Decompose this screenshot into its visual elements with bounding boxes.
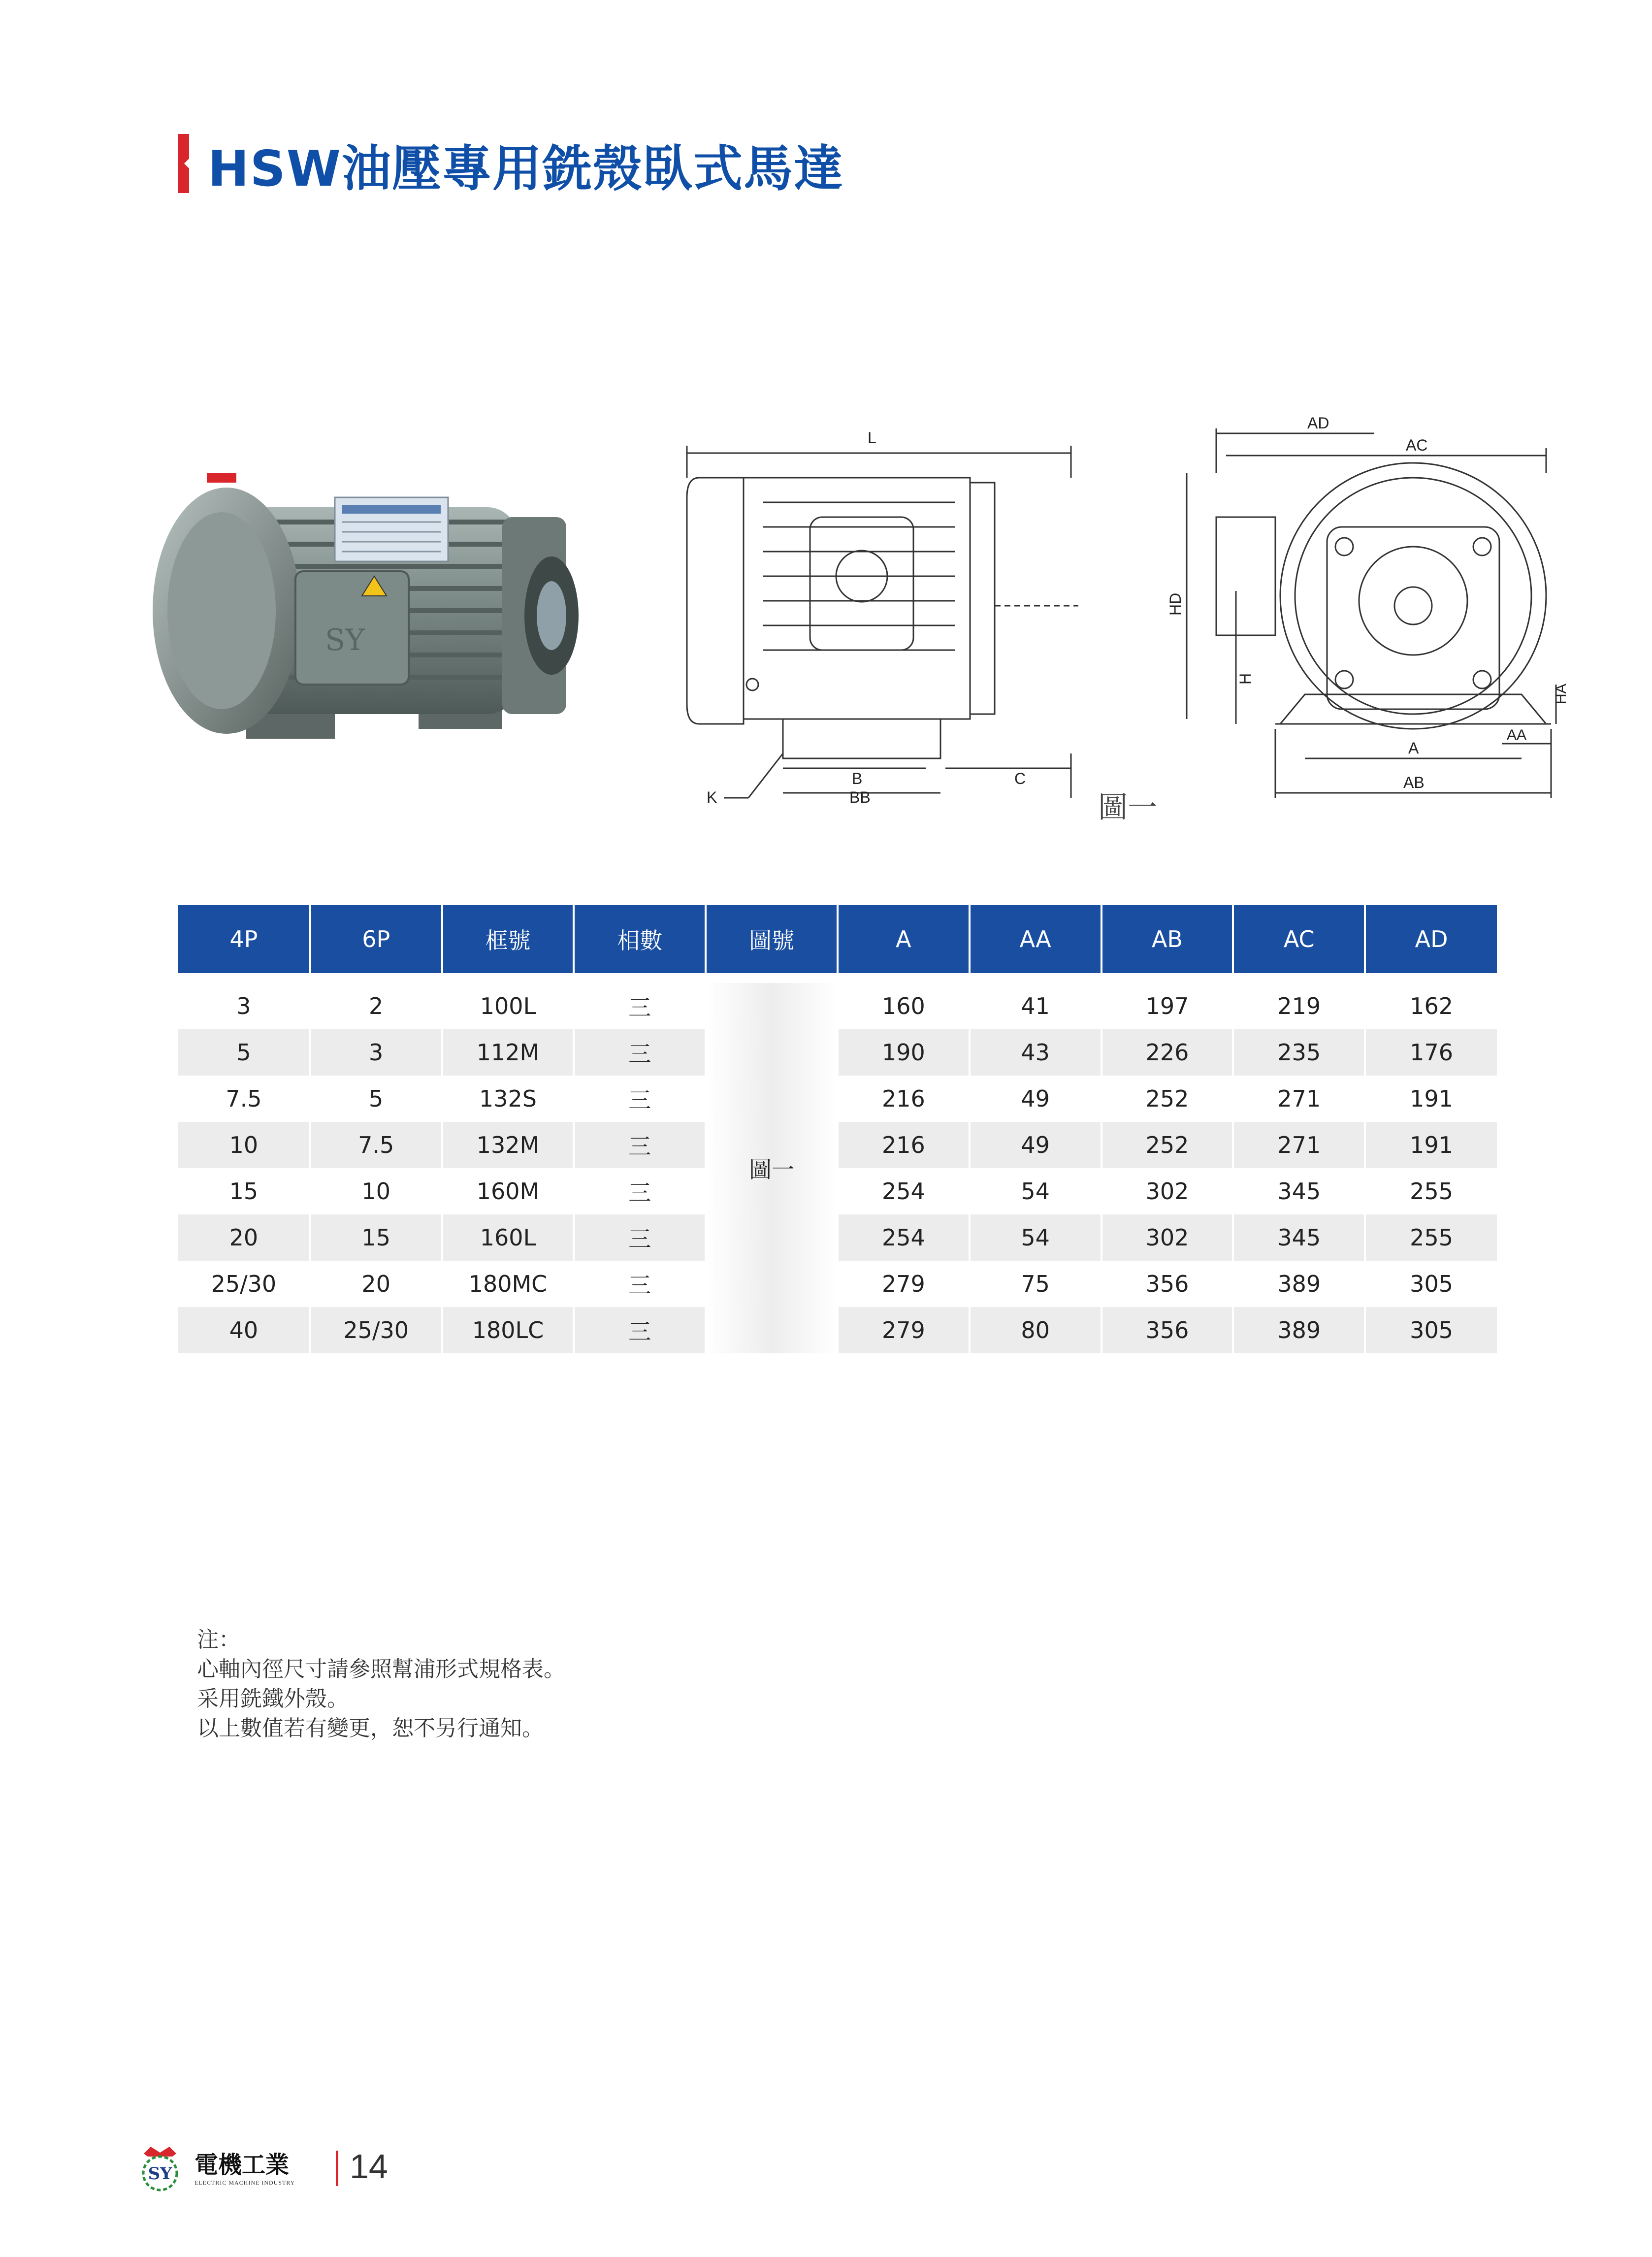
company-logo-icon bbox=[133, 2140, 187, 2194]
cell-phase: 三 bbox=[574, 1076, 706, 1122]
brand-name-en: ELECTRIC MACHINE INDUSTRY bbox=[194, 2179, 295, 2186]
notes bbox=[197, 1625, 565, 1743]
cell-ac: 345 bbox=[1233, 1214, 1365, 1261]
cell-frame: 160L bbox=[442, 1214, 574, 1261]
cell-6p: 15 bbox=[310, 1214, 442, 1261]
cell-a: 279 bbox=[838, 1261, 970, 1307]
cell-4p: 25/30 bbox=[178, 1261, 310, 1307]
page-title: HSW油壓專用銑殼臥式馬達 bbox=[208, 140, 844, 197]
spec-table bbox=[178, 905, 1497, 1353]
cell-a: 254 bbox=[838, 1214, 970, 1261]
cell-ac: 235 bbox=[1233, 1029, 1365, 1076]
label-BB: BB bbox=[849, 788, 871, 806]
label-H: H bbox=[1236, 673, 1254, 685]
cell-a: 216 bbox=[838, 1076, 970, 1122]
header-4p: 4P bbox=[178, 905, 310, 973]
header-ab: AB bbox=[1101, 905, 1233, 973]
label-L: L bbox=[868, 429, 876, 447]
cell-aa: 54 bbox=[970, 1168, 1101, 1214]
cell-frame: 160M bbox=[442, 1168, 574, 1214]
cell-phase: 三 bbox=[574, 1122, 706, 1168]
cell-ab: 302 bbox=[1101, 1214, 1233, 1261]
cell-ac: 389 bbox=[1233, 1261, 1365, 1307]
cell-aa: 80 bbox=[970, 1307, 1101, 1353]
cell-a: 254 bbox=[838, 1168, 970, 1214]
cell-phase: 三 bbox=[574, 1168, 706, 1214]
label-AD: AD bbox=[1307, 414, 1329, 432]
cell-ab: 197 bbox=[1101, 983, 1233, 1029]
cell-4p: 20 bbox=[178, 1214, 310, 1261]
front-view-diagram bbox=[1162, 409, 1569, 803]
cell-ad: 191 bbox=[1365, 1122, 1497, 1168]
cell-ad: 176 bbox=[1365, 1029, 1497, 1076]
cell-6p: 7.5 bbox=[310, 1122, 442, 1168]
logo-text: SY bbox=[148, 2164, 172, 2184]
cell-4p: 10 bbox=[178, 1122, 310, 1168]
cell-frame: 112M bbox=[442, 1029, 574, 1076]
header-aa: AA bbox=[970, 905, 1101, 973]
brand-name: 電機工業 bbox=[194, 2151, 290, 2179]
header-ac: AC bbox=[1233, 905, 1365, 973]
label-HA: HA bbox=[1553, 684, 1569, 704]
table-row bbox=[178, 1307, 1497, 1353]
label-HD: HD bbox=[1166, 592, 1184, 616]
cell-ab: 226 bbox=[1101, 1029, 1233, 1076]
cell-ad: 255 bbox=[1365, 1168, 1497, 1214]
cell-frame: 132S bbox=[442, 1076, 574, 1122]
label-AA: AA bbox=[1507, 727, 1527, 743]
cell-frame: 132M bbox=[442, 1122, 574, 1168]
cell-4p: 40 bbox=[178, 1307, 310, 1353]
cell-aa: 54 bbox=[970, 1214, 1101, 1261]
cell-frame: 100L bbox=[442, 983, 574, 1029]
cell-ac: 389 bbox=[1233, 1307, 1365, 1353]
label-AC: AC bbox=[1406, 436, 1428, 454]
footer bbox=[133, 2140, 527, 2199]
cell-6p: 10 bbox=[310, 1168, 442, 1214]
header-a: A bbox=[838, 905, 970, 973]
cell-aa: 75 bbox=[970, 1261, 1101, 1307]
table-row bbox=[178, 1261, 1497, 1307]
cell-ad: 191 bbox=[1365, 1076, 1497, 1122]
label-AB: AB bbox=[1403, 774, 1425, 791]
table-header-row bbox=[178, 905, 1497, 973]
header-ad: AD bbox=[1365, 905, 1497, 973]
table-row bbox=[178, 1029, 1497, 1076]
cell-phase: 三 bbox=[574, 1261, 706, 1307]
note-line: 采用銑鐵外殼。 bbox=[197, 1686, 349, 1711]
cell-6p: 3 bbox=[310, 1029, 442, 1076]
label-A: A bbox=[1408, 739, 1419, 757]
cell-6p: 20 bbox=[310, 1261, 442, 1307]
page-number: 14 bbox=[350, 2147, 388, 2186]
cell-ac: 345 bbox=[1233, 1168, 1365, 1214]
table-row bbox=[178, 983, 1497, 1029]
table-row bbox=[178, 1214, 1497, 1261]
footer-separator bbox=[336, 2151, 338, 2186]
label-C: C bbox=[1014, 770, 1026, 787]
header-6p: 6P bbox=[310, 905, 442, 973]
header-frame: 框號 bbox=[442, 905, 574, 973]
label-K: K bbox=[707, 788, 717, 806]
cell-phase: 三 bbox=[574, 1029, 706, 1076]
header-figure: 圖號 bbox=[706, 905, 838, 973]
table-row bbox=[178, 1122, 1497, 1168]
cell-figure-ref: 圖一 bbox=[706, 983, 838, 1353]
cell-aa: 41 bbox=[970, 983, 1101, 1029]
title-accent-bar bbox=[178, 134, 189, 193]
note-line: 心軸內徑尺寸請參照幫浦形式規格表。 bbox=[197, 1657, 565, 1682]
cell-ac: 219 bbox=[1233, 983, 1365, 1029]
table-row bbox=[178, 1168, 1497, 1214]
note-heading: 注： bbox=[197, 1627, 240, 1652]
cell-frame: 180LC bbox=[442, 1307, 574, 1353]
cell-6p: 5 bbox=[310, 1076, 442, 1122]
cell-6p: 25/30 bbox=[310, 1307, 442, 1353]
cell-ab: 356 bbox=[1101, 1307, 1233, 1353]
motor-photo bbox=[143, 458, 625, 773]
cell-4p: 15 bbox=[178, 1168, 310, 1214]
cell-a: 160 bbox=[838, 983, 970, 1029]
cell-ad: 305 bbox=[1365, 1261, 1497, 1307]
cell-phase: 三 bbox=[574, 1307, 706, 1353]
cell-aa: 49 bbox=[970, 1076, 1101, 1122]
header-phase: 相數 bbox=[574, 905, 706, 973]
cell-ab: 252 bbox=[1101, 1122, 1233, 1168]
cell-a: 190 bbox=[838, 1029, 970, 1076]
cell-a: 216 bbox=[838, 1122, 970, 1168]
cell-phase: 三 bbox=[574, 983, 706, 1029]
cell-ab: 356 bbox=[1101, 1261, 1233, 1307]
table-row bbox=[178, 1076, 1497, 1122]
svg-text:SY: SY bbox=[325, 623, 365, 657]
cell-4p: 5 bbox=[178, 1029, 310, 1076]
cell-ab: 302 bbox=[1101, 1168, 1233, 1214]
label-B: B bbox=[852, 770, 863, 787]
cell-4p: 7.5 bbox=[178, 1076, 310, 1122]
note-line: 以上數值若有變更，恕不另行通知。 bbox=[197, 1716, 544, 1741]
cell-aa: 43 bbox=[970, 1029, 1101, 1076]
cell-ad: 305 bbox=[1365, 1307, 1497, 1353]
figure-caption: 圖一 bbox=[1098, 790, 1157, 825]
cell-ac: 271 bbox=[1233, 1076, 1365, 1122]
cell-ac: 271 bbox=[1233, 1122, 1365, 1168]
cell-ab: 252 bbox=[1101, 1076, 1233, 1122]
cell-4p: 3 bbox=[178, 983, 310, 1029]
cell-phase: 三 bbox=[574, 1214, 706, 1261]
cell-aa: 49 bbox=[970, 1122, 1101, 1168]
cell-a: 279 bbox=[838, 1307, 970, 1353]
cell-ad: 255 bbox=[1365, 1214, 1497, 1261]
cell-6p: 2 bbox=[310, 983, 442, 1029]
cell-frame: 180MC bbox=[442, 1261, 574, 1307]
side-view-diagram bbox=[670, 409, 1093, 806]
cell-ad: 162 bbox=[1365, 983, 1497, 1029]
